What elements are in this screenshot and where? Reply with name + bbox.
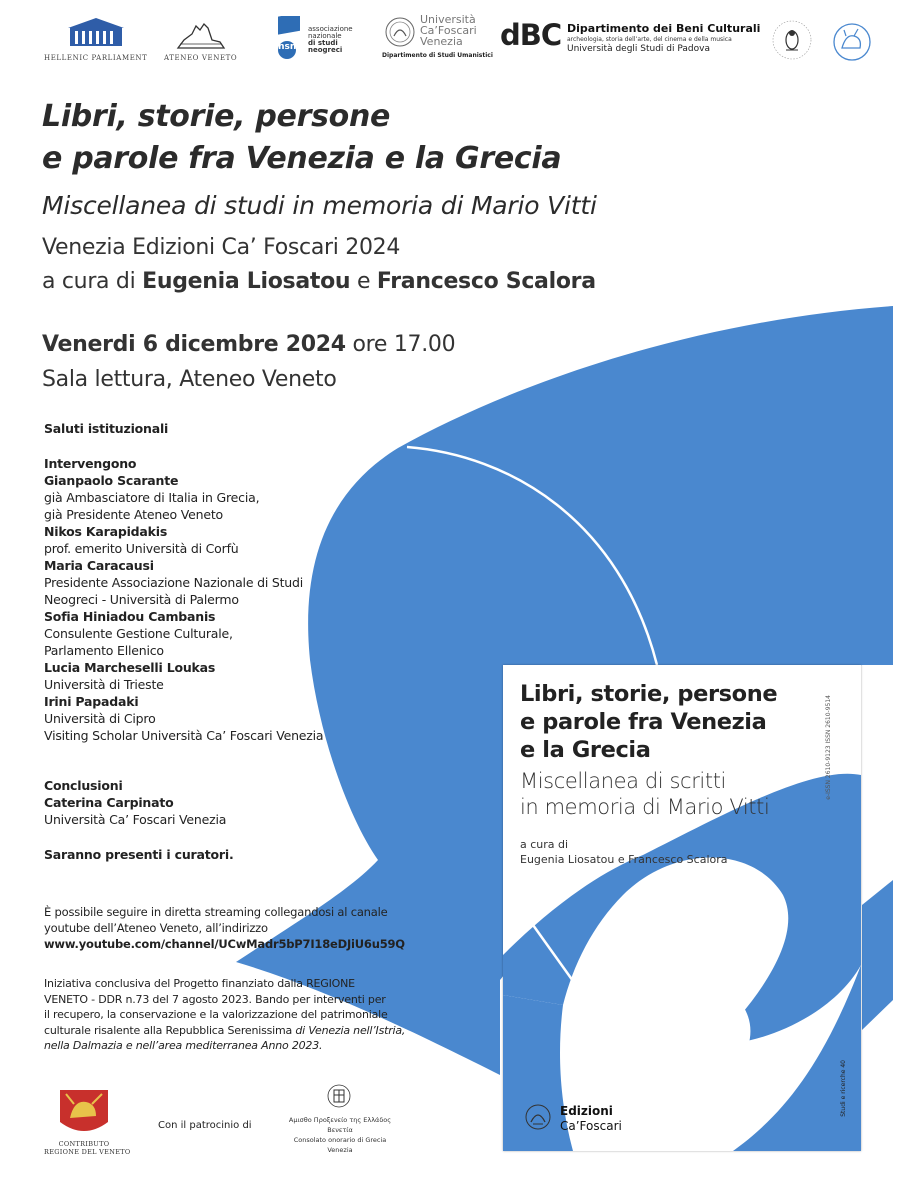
speaker-role: già Ambasciatore di Italia in Grecia, — [44, 490, 260, 505]
curators-note-text: Saranno presenti i curatori. — [44, 847, 234, 862]
book-subtitle-line: in memoria di Mario Vitti — [520, 795, 770, 819]
ca-foscari-dept: Dipartimento di Studi Umanistici — [382, 52, 493, 59]
book-curators-line: Eugenia Liosatou e Francesco Scalora — [520, 853, 728, 866]
event-title-line2: e parole fra Venezia e la Grecia — [42, 141, 562, 176]
curators-note — [44, 846, 234, 863]
speaker-role: Università di Trieste — [44, 677, 164, 692]
book-title-line: e la Grecia — [520, 737, 651, 763]
publisher-line: Venezia Edizioni Ca’ Foscari 2024 — [42, 235, 401, 260]
funding-line — [44, 1038, 405, 1054]
speaker-name: Sofia Hiniadou Cambanis — [44, 609, 216, 624]
ca-foscari-line: Venezia — [420, 35, 463, 48]
curators-line — [42, 269, 596, 294]
event-time: ore 17.00 — [345, 332, 456, 357]
funding-line: VENETO - DDR n.73 del 7 agosto 2023. Bando per interventi per — [44, 992, 386, 1006]
event-title — [42, 96, 561, 180]
curator-name: Francesco Scalora — [376, 269, 596, 294]
greek-consulate-line: Αμισθο Προξενείο της Ελλάδος — [288, 1116, 392, 1124]
curators-prefix: a cura di — [42, 269, 143, 294]
funding-note — [44, 976, 405, 1054]
ca-foscari-name — [420, 14, 477, 47]
dbc-title: Dipartimento dei Beni Culturali — [567, 22, 761, 35]
logo-ca-foscari — [382, 14, 492, 62]
speaker-role: Presidente Associazione Nazionale di Studi — [44, 575, 304, 590]
book-subtitle — [520, 768, 769, 820]
speaker-role: Visiting Scholar Università Ca’ Foscari Venezia — [44, 728, 324, 743]
greek-consulate-line: Consolato onorario di Grecia — [293, 1136, 387, 1144]
venice-lion-emblem-icon — [832, 22, 872, 62]
ca-foscari-line: Ca’Foscari — [420, 24, 477, 37]
logo-caption: ATENEO VENETO — [164, 54, 238, 62]
speaker-role: Università di Cipro — [44, 711, 156, 726]
greek-consulate-line: Venezia — [327, 1146, 353, 1154]
ansn-mark-text: ansn — [272, 42, 297, 52]
streaming-info — [44, 904, 405, 952]
book-publisher: Edizioni — [560, 1104, 613, 1118]
swirl-right-band — [862, 880, 893, 1030]
funding-text: culturale risalente alla Repubblica Serenissima — [44, 1023, 296, 1037]
speaker-entry — [44, 557, 323, 608]
dbc-university: Università degli Studi di Padova — [567, 44, 710, 54]
speaker-name: Gianpaolo Scarante — [44, 473, 179, 488]
patronage-label: Con il patrocinio di — [158, 1120, 252, 1131]
speakers-heading-label: Intervengono — [44, 456, 137, 471]
ansn-line: di studi — [308, 39, 338, 47]
speaker-entry — [44, 472, 323, 523]
ansn-line: nazionale — [308, 32, 342, 40]
funding-line: Iniziativa conclusiva del Progetto finanziato dalla REGIONE — [44, 977, 355, 990]
speaker-role: prof. emerito Università di Corfù — [44, 541, 239, 556]
speaker-role: Consulente Gestione Culturale, — [44, 626, 233, 641]
ansn-line: neogreci — [308, 46, 343, 54]
speaker-entry — [44, 659, 323, 693]
book-curators — [520, 837, 728, 867]
speaker-entry — [44, 608, 323, 659]
greek-consulate — [280, 1115, 400, 1155]
funding-line — [44, 1023, 405, 1039]
event-title-line1: Libri, storie, persone — [42, 99, 391, 134]
speaker-role: Neogreci - Università di Palermo — [44, 592, 239, 607]
logo-ansn — [270, 16, 366, 62]
youtube-link[interactable]: www.youtube.com/channel/UCwMadr5bP7I18eDJiU6u59Q — [44, 937, 405, 951]
ansn-mark-icon — [270, 16, 304, 60]
greetings-label: Saluti istituzionali — [44, 421, 169, 436]
book-issn: e-ISSN 2610-9123 ISSN 2610-9514 — [825, 695, 832, 800]
ca-foscari-seal-icon — [384, 16, 416, 48]
speaker-name: Nikos Karapidakis — [44, 524, 168, 539]
funding-italic: nella Dalmazia e nell’area mediterranea Anno 2023. — [44, 1039, 323, 1052]
conclusions-role: Università Ca’ Foscari Venezia — [44, 812, 227, 827]
streaming-line: youtube dell’Ateneo Veneto, all’indirizzo — [44, 921, 268, 935]
ansn-name — [308, 26, 353, 54]
speaker-name: Maria Caracausi — [44, 558, 154, 573]
book-publisher: Ca’Foscari — [560, 1119, 622, 1133]
speaker-entry — [44, 693, 323, 744]
greek-coat-of-arms-icon — [326, 1083, 352, 1109]
greetings-heading — [44, 420, 168, 437]
speakers-list — [44, 455, 323, 744]
speaker-role: Parlamento Ellenico — [44, 643, 164, 658]
book-curators-line: a cura di — [520, 838, 569, 851]
edizioni-cafoscari-logo-icon — [523, 1102, 553, 1132]
parliament-building-icon — [66, 16, 126, 48]
speaker-name: Irini Papadaki — [44, 694, 139, 709]
greek-consulate-line: Βενετία — [327, 1126, 353, 1134]
event-datetime — [42, 332, 455, 357]
logo-dbc-padova — [500, 18, 761, 58]
conclusions-block — [44, 777, 226, 828]
event-date: Venerdi 6 dicembre 2024 — [42, 332, 346, 357]
dbc-mark: dBC — [500, 18, 562, 52]
region-caption-line: CONTRIBUTO — [58, 1140, 110, 1148]
dbc-subtitle: archeologia, storia dell’arte, del cinema e della musica — [567, 36, 732, 43]
conclusions-name: Caterina Carpinato — [44, 795, 174, 810]
ca-foscari-line: Università — [420, 13, 476, 26]
book-cover — [503, 665, 861, 1151]
book-title-line: e parole fra Venezia — [520, 709, 767, 735]
speaker-role: già Presidente Ateneo Veneto — [44, 507, 224, 522]
curators-and: e — [350, 269, 377, 294]
funding-italic: di Venezia nell’Istria, — [295, 1023, 406, 1037]
funding-line: il recupero, la conservazione e la valorizzazione del patrimoniale — [44, 1008, 388, 1021]
logo-hellenic-parliament — [40, 14, 148, 62]
book-series: Studi e ricerche 40 — [840, 1060, 847, 1117]
region-caption — [44, 1140, 131, 1156]
region-caption-line: REGIONE DEL VENETO — [44, 1148, 131, 1156]
book-title — [520, 680, 777, 764]
event-subtitle: Miscellanea di studi in memoria di Mario Vitti — [42, 191, 597, 220]
event-venue: Sala lettura, Ateneo Veneto — [42, 367, 337, 392]
speaker-name: Lucia Marcheselli Loukas — [44, 660, 216, 675]
streaming-line: È possibile seguire in diretta streaming collegandosi al canale — [44, 905, 388, 919]
speaker-entry — [44, 523, 323, 557]
book-subtitle-line: Miscellanea di scritti — [520, 769, 726, 793]
curator-name: Eugenia Liosatou — [142, 269, 351, 294]
conclusions-heading: Conclusioni — [44, 778, 123, 793]
speakers-heading — [44, 455, 323, 472]
ateneo-emblem-icon — [174, 20, 228, 50]
book-title-line: Libri, storie, persone — [520, 681, 778, 707]
ansn-line: associazione — [308, 25, 353, 33]
logo-ateneo-veneto — [160, 18, 244, 62]
logo-caption: HELLENIC PARLIAMENT — [44, 54, 148, 62]
regione-veneto-lion-icon — [58, 1088, 110, 1138]
greek-society-emblem-icon — [770, 18, 814, 62]
